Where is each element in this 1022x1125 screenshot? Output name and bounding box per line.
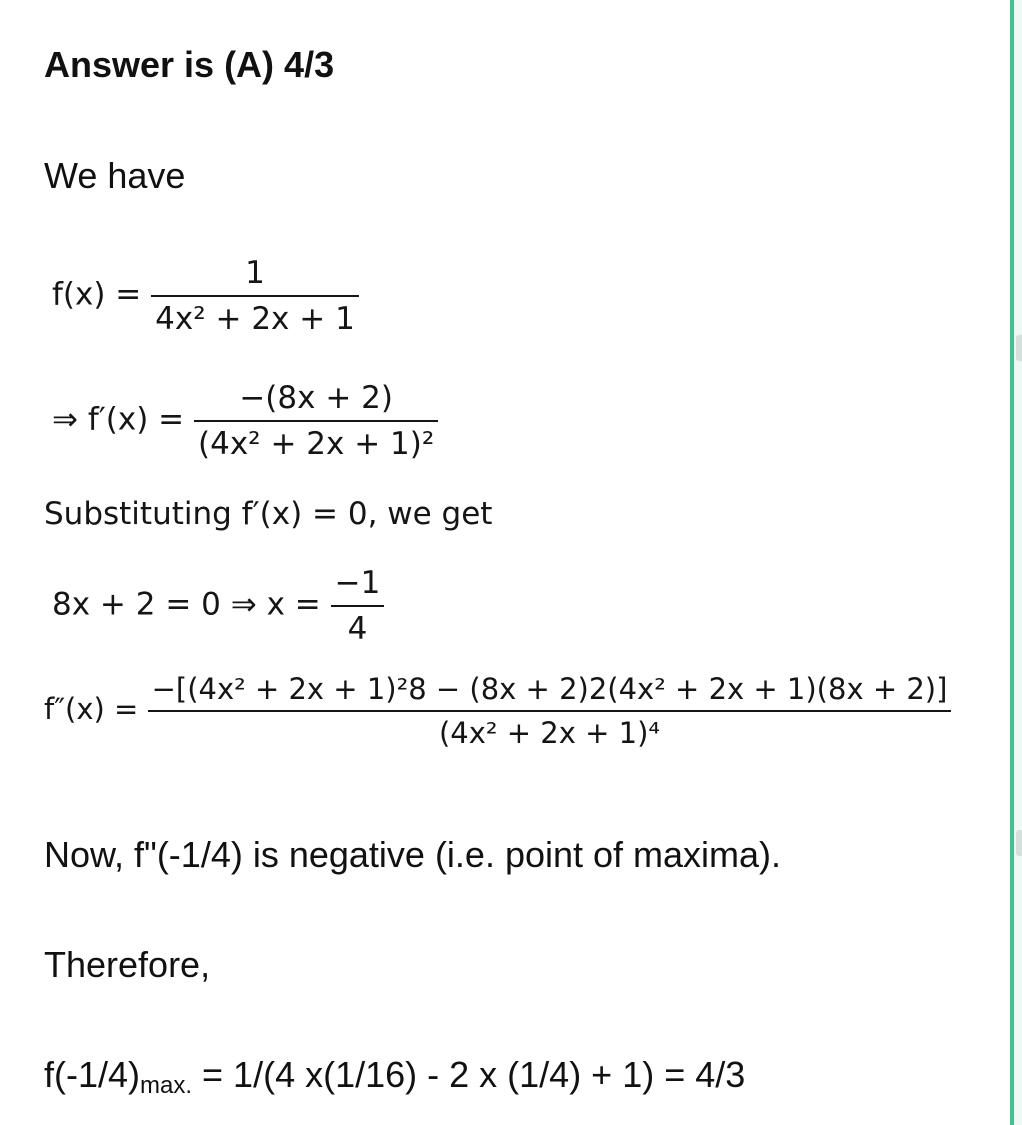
final-rhs: = 1/(4 x(1/16) - 2 x (1/4) + 1) = 4/3 [192,1054,746,1095]
fpp-lhs: f″(x) = [44,692,139,726]
equation-f [52,255,359,337]
therefore-text: Therefore, [44,944,211,985]
crit-denominator: 4 [347,611,368,647]
fp-numerator: −(8x + 2) [194,380,438,422]
equation-critical-point [52,565,384,647]
equation-f-double-prime [44,672,951,750]
crit-numerator: −1 [331,565,385,607]
fpp-fraction [148,672,952,750]
edge-handle-top[interactable] [1016,335,1022,361]
fpp-denominator: (4x² + 2x + 1)⁴ [438,716,661,750]
f-numerator: 1 [151,255,359,297]
intro-text: We have [44,155,186,196]
final-lhs: f(-1/4) [44,1054,141,1095]
f-lhs: f(x) = [52,276,142,313]
answer-heading: Answer is (A) 4/3 [44,44,335,85]
fp-denominator: (4x² + 2x + 1)² [198,426,435,462]
fp-lhs: ⇒ f′(x) = [52,401,185,438]
final-subscript: max. [140,1072,193,1099]
crit-fraction [331,565,385,647]
right-edge-strip [1010,0,1022,1125]
f-fraction [151,255,359,337]
equation-f-prime [52,380,438,462]
final-result [44,1054,746,1099]
conclusion-text: Now, f"(-1/4) is negative (i.e. point of maxima). [44,834,782,875]
crit-lhs: 8x + 2 = 0 ⇒ x = [52,586,321,623]
edge-handle-bottom[interactable] [1016,830,1022,856]
fpp-numerator: −[(4x² + 2x + 1)²8 − (8x + 2)2(4x² + 2x + 1)(8x + 2)] [148,672,952,712]
f-denominator: 4x² + 2x + 1 [155,301,355,337]
substituting-text: Substituting f′(x) = 0, we get [44,496,493,532]
fp-fraction [194,380,438,462]
